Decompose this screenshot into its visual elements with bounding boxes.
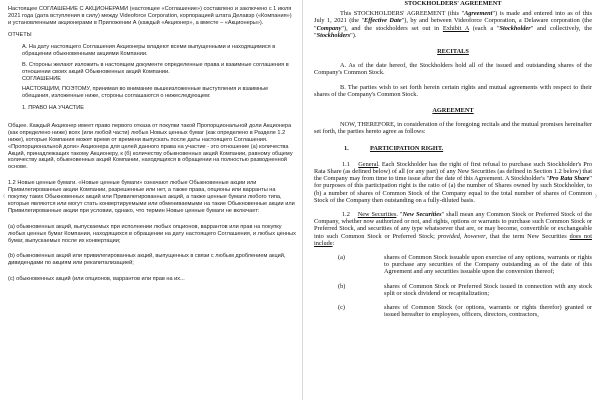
agreement-title-ru: СОГЛАШЕНИЕ: [22, 76, 62, 83]
recital-b-ru: В. Стороны желают изложить в настоящем документе определенные права и взаимные соглашения в отношении своих акций Обыкновенных акций Компании.: [22, 62, 289, 76]
agreement-heading: AGREEMENT: [432, 107, 474, 115]
intro-paragraph-ru: Настоящее СОГЛАШЕНИЕ С АКЦИОНЕРАМИ (настоящее «Соглашение») составлено и заключено с 1 июля 2021 года (дата вступления в силу) между Videoforce Corporation, корпорацией штата Делавэр («Компания») и установленными акционерами в Приложении А (каждый «Акционер», а вместе – «Акционеры»).: [8, 6, 292, 26]
now-therefore-ru: НАСТОЯЩИМ, ПОЭТОМУ, принимая во внимание вышеизложенные выступления и взаимные обещания, изложенные ниже, стороны соглашаются о нижеследующем:: [22, 86, 269, 100]
intro-paragraph: This STOCKHOLDERS' AGREEMENT (this "Agreement") is made and entered into as of this July 1, 2021 (the "Effective Date"), by and between Videoforce Corporation, a Delaware corporation (the "Company"), and the stockholders set out in Exhibit A (each a "Stockholder" and collectively, the "Stockholders").: [314, 10, 593, 39]
section-1-title: 1. PARTICIPATION RIGHT.: [344, 144, 444, 152]
section-1-2: 1.2 New Securities. "New Securities" shall mean any Common Stock or Preferred Stock of the Company, whether now authorized or not, and rights, options or warrants to purchase such Common Stock or Preferred Stock, and securities of any type whatsoever that are, or may become, convertible or exchangeable into such Common Stock or Preferred Stock; provided, however, that the term New Securities does not include:: [314, 211, 593, 247]
item-a: (a) shares of Common Stock issuable upon exercise of any options, warrants or rights to purchase any securities of the Company outstanding as of the date of this Agreement and any securities issuable upon the conversion thereof;: [338, 254, 592, 276]
chevron-left-icon[interactable]: ‹: [2, 191, 6, 202]
now-therefore-paragraph: NOW, THEREFORE, in consideration of the foregoing recitals and the mutual promises hereinafter set forth, the parties hereto agree as follows:: [314, 121, 592, 136]
recital-b: B. The parties wish to set forth herein certain rights and mutual agreements with respect to their shares of the Company's Common Stock.: [314, 83, 592, 98]
recitals-heading: RECITALS: [437, 48, 469, 56]
item-c: (c) shares of Common Stock (or options, warrants or rights therefor) granted or issued hereafter to employees, officers, directors, contractors,: [338, 304, 592, 319]
section-1-1: 1.1 General. Each Stockholder has the right of first refusal to purchase such Stockholder's Pro Rata Share (as defined below) of all (or any part) of any New Securities (as defined in Section 1.2 below) that the Company may from time to time issue after the date of this Agreement. A Stockholder's "Pro Rata Share" for purposes of this participation right is the ratio of (a) the number of Shares owned by such Stockholder, to (b) a number of shares of Common Stock of the Company equal to the total number of shares of Common Stock of the Company then outstanding on a fully-diluted basis.: [314, 160, 592, 204]
chevron-right-icon[interactable]: ›: [594, 191, 598, 202]
right-document-page: [303, 0, 600, 400]
recitals-title-ru: ОТЧЕТЫ: [8, 31, 32, 38]
section-1-title-ru: 1. ПРАВО НА УЧАСТИЕ: [22, 104, 85, 111]
item-b: (b) shares of Common Stock or Preferred Stock issued in connection with any stock split or stock dividend or recapitalization;: [338, 282, 592, 297]
item-c-ru: (с) обыкновенных акций (или опционов, варрантов или прав на их...: [8, 276, 185, 283]
section-1-2-ru: 1.2 Новые ценные бумаги. «Новые ценные бумаги» означают любые Обыкновенные акции или Привилегированные акции Компании, разрешенные или нет, а также права, опционы или варранты на покупку таких Обыкновенных акций или Привилегированных акций, а также ценные бумаги любого типа, которые являются или могут стать конвертируемыми или обмениваемыми на такие Обыкновенные акции или Привилегированные акции при условии, однако, что термин Новые ценные бумаги не включает:: [8, 180, 295, 214]
section-1-1-ru: Общее. Каждый Акционер имеет право первого отказа от покупки такой Пропорциональной доли Акционера (как определено ниже) всех (или любой части) любых Новых ценных бумаг (как определено в Разделе 1.2 ниже), которые Компания может время от времени выпускать после даты настоящего Соглашения. «Пропорциональной доли» Акционера для целей данного права на участие - это отношение (а) количества Акций, принадлежащих такому Акционеру, к (б) количеству обыкновенных акций Компании, равному общему количеству акций, обыкновенных акций Компании, находящихся в обращении на полностью разводненной основе.: [8, 122, 293, 171]
recital-a: A. As of the date hereof, the Stockholders hold all of the issued and outstanding shares of the Company's Common Stock.: [314, 62, 592, 77]
item-a-ru: (а) обыкновенных акций, выпускаемых при исполнении любых опционов, варрантов или прав на покупку любых ценных бумаг Компании, находящихся в обращении на дату настоящего Соглашения, и любых ценных бумаг, выпускаемых после их конвертации;: [8, 223, 296, 244]
item-b-ru: (b) обыкновенных акций или привилегированных акций, выпущенных в связи с любым дроблением акций, дивидендами по акциям или рекапитализацией;: [8, 253, 286, 267]
recital-a-ru: А. На дату настоящего Соглашения Акционеры владеют всеми выпущенными и находящимися в обращении обыкновенными акциями Компании.: [22, 43, 276, 57]
agreement-title: STOCKHOLDERS' AGREEMENT: [404, 0, 502, 7]
